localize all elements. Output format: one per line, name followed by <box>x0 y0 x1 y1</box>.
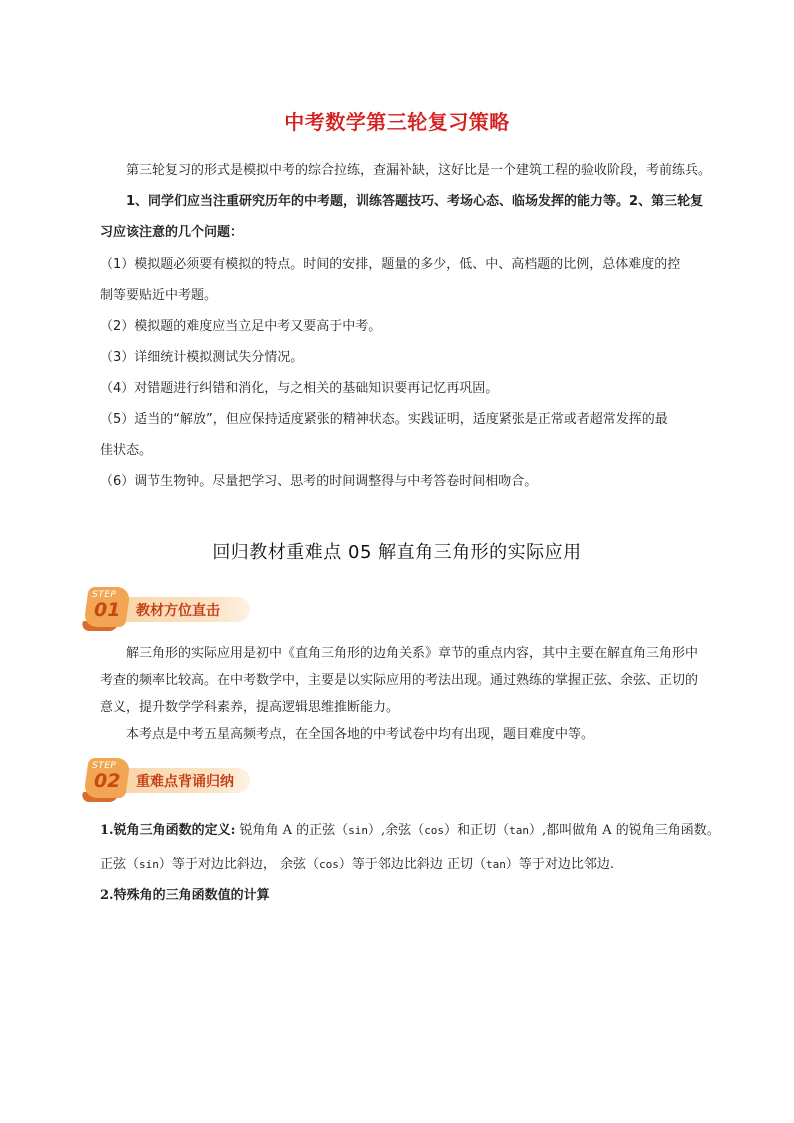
item-1-line-1: （1）模拟题必须要有模拟的特点。时间的安排，题量的多少，低、中、高档题的比例，总体难度的控 <box>100 257 681 272</box>
definition-text: 锐角角 A 的正弦（ <box>235 823 349 838</box>
step-word: STEP <box>92 590 117 600</box>
step-01-badge <box>80 587 252 631</box>
item-5-line-2: 佳状态。 <box>100 443 153 458</box>
item-2: （2）模拟题的难度应当立足中考又要高于中考。 <box>100 319 382 334</box>
special-angle-heading: 2.特殊角的三角函数值的计算 <box>100 888 270 903</box>
definition-text: ）,余弦（ <box>368 823 425 838</box>
definition-text: ）等于邻边比斜边 正切（ <box>338 857 487 872</box>
section-title: 回归教材重难点 05 解直角三角形的实际应用 <box>212 542 582 563</box>
step1-paragraph-2: 本考点是中考五星高频考点，在全国各地的中考试卷中均有出现，题目难度中等。 <box>126 727 595 742</box>
intro-paragraph-2-line-1: 1、同学们应当注重研究历年的中考题，训练答题技巧、考场心态、临场发挥的能力等。2、第三轮复 <box>126 194 704 209</box>
tan-term: tan <box>509 824 529 837</box>
sin-term: sin <box>348 824 369 837</box>
step-02-badge <box>80 758 252 802</box>
tan-term: tan <box>486 858 506 871</box>
definition-line-1 <box>100 815 760 846</box>
step-01-label: 教材方位直击 <box>136 603 220 619</box>
sin-term: sin <box>139 858 159 871</box>
cos-term: cos <box>424 824 445 837</box>
definition-text: ）等于对边比邻边. <box>505 857 615 872</box>
item-1-line-2: 制等要贴近中考题。 <box>100 288 218 303</box>
item-3: （3）详细统计模拟测试失分情况。 <box>100 350 304 365</box>
definition-text: 正弦（ <box>100 857 140 872</box>
definition-heading: 1.锐角三角函数的定义: <box>100 823 236 838</box>
step-number: 02 <box>94 770 121 792</box>
definition-text: ）和正切（ <box>444 823 510 838</box>
cos-term: cos <box>319 858 339 871</box>
intro-paragraph-1: 第三轮复习的形式是模拟中考的综合拉练，查漏补缺，这好比是一个建筑工程的验收阶段，考前练兵。 <box>126 163 712 178</box>
definition-text: ）等于对边比斜边， 余弦（ <box>158 857 320 872</box>
item-6: （6）调节生物钟。尽量把学习、思考的时间调整得与中考答卷时间相吻合。 <box>100 474 538 489</box>
step1-paragraph-line-2: 考查的频率比较高。在中考数学中，主要是以实际应用的考法出现。通过熟练的掌握正弦、余弦、正切的 <box>100 673 699 688</box>
item-4: （4）对错题进行纠错和消化，与之相关的基础知识要再记忆再巩固。 <box>100 381 499 396</box>
item-5-line-1: （5）适当的“解放”，但应保持适度紧张的精神状态。实践证明，适度紧张是正常或者超常发挥的最 <box>100 412 668 427</box>
intro-paragraph-2-line-2: 习应该注意的几个问题： <box>100 225 244 240</box>
definition-text: ）,都叫做角 A 的锐角三角函数。 <box>528 823 720 838</box>
step-02-label: 重难点背诵归纳 <box>136 774 234 790</box>
step-word: STEP <box>92 761 117 771</box>
step1-paragraph-line-1: 解三角形的实际应用是初中《直角三角形的边角关系》章节的重点内容，其中主要在解直角三角形中 <box>126 646 699 661</box>
definition-line-3 <box>100 880 760 911</box>
page-title: 中考数学第三轮复习策略 <box>284 110 510 134</box>
step1-paragraph-line-3: 意义，提升数学学科素养，提高逻辑思维推断能力。 <box>100 700 400 715</box>
step-number: 01 <box>94 599 121 621</box>
definition-line-2 <box>100 849 760 880</box>
